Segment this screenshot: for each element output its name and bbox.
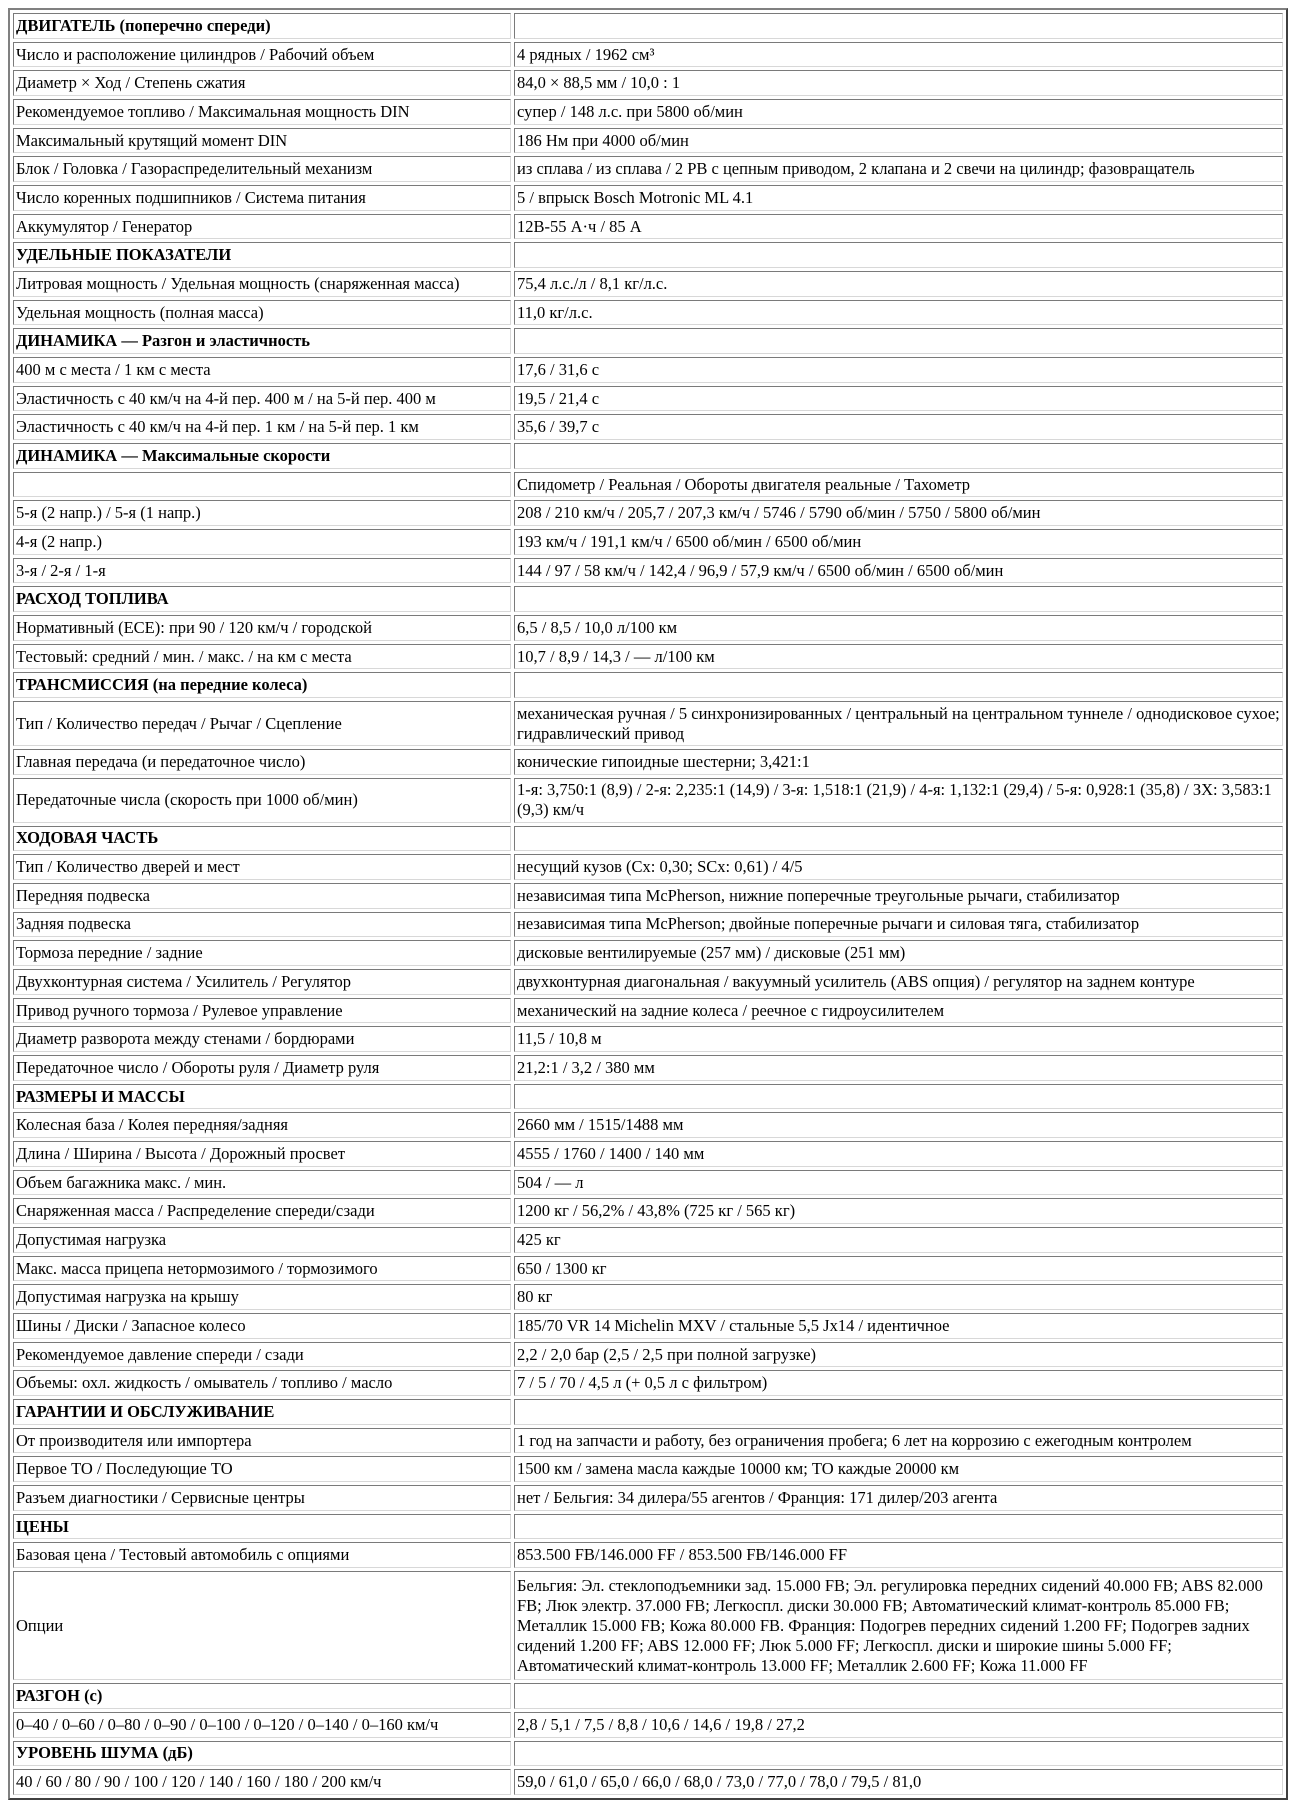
section-empty-cell: [514, 1514, 1283, 1540]
table-row: [13, 1313, 1283, 1339]
table-row: [13, 778, 1283, 823]
spec-value: 19,5 / 21,4 с: [514, 386, 1283, 412]
spec-label: Блок / Головка / Газораспределительный механизм: [13, 156, 511, 182]
spec-label: Задняя подвеска: [13, 912, 511, 938]
spec-label: Максимальный крутящий момент DIN: [13, 128, 511, 154]
spec-label: Допустимая нагрузка на крышу: [13, 1284, 511, 1310]
table-row: [13, 128, 1283, 154]
table-row: [13, 1769, 1283, 1795]
section-header-row: [13, 672, 1283, 698]
spec-label: 400 м с места / 1 км с места: [13, 357, 511, 383]
spec-label: От производителя или импортера: [13, 1428, 511, 1454]
section-title: УДЕЛЬНЫЕ ПОКАЗАТЕЛИ: [13, 242, 511, 268]
section-empty-cell: [514, 13, 1283, 39]
section-title: ЦЕНЫ: [13, 1514, 511, 1540]
section-title: ДВИГАТЕЛЬ (поперечно спереди): [13, 13, 511, 39]
spec-label: [13, 472, 511, 498]
spec-label: Рекомендуемое давление спереди / сзади: [13, 1342, 511, 1368]
spec-value: 11,0 кг/л.с.: [514, 300, 1283, 326]
spec-label: Тормоза передние / задние: [13, 940, 511, 966]
table-row: [13, 1227, 1283, 1253]
spec-label: Нормативный (ECE): при 90 / 120 км/ч / городской: [13, 615, 511, 641]
spec-value: 186 Нм при 4000 об/мин: [514, 128, 1283, 154]
spec-label: Диаметр × Ход / Степень сжатия: [13, 70, 511, 96]
table-row: [13, 357, 1283, 383]
section-empty-cell: [514, 242, 1283, 268]
table-row: [13, 1428, 1283, 1454]
section-title: ГАРАНТИИ И ОБСЛУЖИВАНИЕ: [13, 1399, 511, 1425]
table-row: [13, 1712, 1283, 1738]
spec-value: 4555 / 1760 / 1400 / 140 мм: [514, 1141, 1283, 1167]
table-row: [13, 1342, 1283, 1368]
spec-label: Тип / Количество передач / Рычаг / Сцепление: [13, 701, 511, 746]
table-row: [13, 414, 1283, 440]
spec-label: 5-я (2 напр.) / 5-я (1 напр.): [13, 500, 511, 526]
spec-label: Главная передача (и передаточное число): [13, 749, 511, 775]
table-row: [13, 156, 1283, 182]
table-row: [13, 1456, 1283, 1482]
section-title: ХОДОВАЯ ЧАСТЬ: [13, 826, 511, 852]
table-row: [13, 500, 1283, 526]
section-title: ДИНАМИКА — Максимальные скорости: [13, 443, 511, 469]
spec-label: Двухконтурная система / Усилитель / Регулятор: [13, 969, 511, 995]
table-row: [13, 1542, 1283, 1568]
table-row: [13, 214, 1283, 240]
spec-value: 2660 мм / 1515/1488 мм: [514, 1112, 1283, 1138]
spec-value: независимая типа McPherson; двойные поперечные рычаги и силовая тяга, стабилизатор: [514, 912, 1283, 938]
spec-value: 6,5 / 8,5 / 10,0 л/100 км: [514, 615, 1283, 641]
spec-value: 10,7 / 8,9 / 14,3 / — л/100 км: [514, 644, 1283, 670]
spec-label: Удельная мощность (полная масса): [13, 300, 511, 326]
table-row: [13, 883, 1283, 909]
spec-value: 208 / 210 км/ч / 205,7 / 207,3 км/ч / 5746 / 5790 об/мин / 5750 / 5800 об/мин: [514, 500, 1283, 526]
spec-value: конические гипоидные шестерни; 3,421:1: [514, 749, 1283, 775]
spec-value: из сплава / из сплава / 2 РВ с цепным приводом, 2 клапана и 2 свечи на цилиндр; фазовращатель: [514, 156, 1283, 182]
table-row: [13, 940, 1283, 966]
spec-value: 1-я: 3,750:1 (8,9) / 2-я: 2,235:1 (14,9) / 3-я: 1,518:1 (21,9) / 4-я: 1,132:1 (29,4) / 5-я: 0,928:1 (35,8) / ЗХ: 3,583:1 (9,3) км/ч: [514, 778, 1283, 823]
section-empty-cell: [514, 1084, 1283, 1110]
spec-value: 5 / впрыск Bosch Motronic ML 4.1: [514, 185, 1283, 211]
spec-value: независимая типа McPherson, нижние поперечные треугольные рычаги, стабилизатор: [514, 883, 1283, 909]
section-empty-cell: [514, 826, 1283, 852]
spec-value: механический на задние колеса / реечное с гидроусилителем: [514, 998, 1283, 1024]
spec-value: 185/70 VR 14 Michelin MXV / стальные 5,5 Jx14 / идентичное: [514, 1313, 1283, 1339]
spec-value: 2,2 / 2,0 бар (2,5 / 2,5 при полной загрузке): [514, 1342, 1283, 1368]
spec-label: Передаточное число / Обороты руля / Диаметр руля: [13, 1055, 511, 1081]
spec-value: механическая ручная / 5 синхронизированных / центральный на центральном туннеле / однодисковое сухое; гидравлический привод: [514, 701, 1283, 746]
table-row: [13, 644, 1283, 670]
spec-value: 425 кг: [514, 1227, 1283, 1253]
table-row: [13, 615, 1283, 641]
spec-value: 75,4 л.с./л / 8,1 кг/л.с.: [514, 271, 1283, 297]
spec-value: несущий кузов (Cx: 0,30; SCx: 0,61) / 4/5: [514, 854, 1283, 880]
spec-label: 4-я (2 напр.): [13, 529, 511, 555]
spec-label: Опции: [13, 1571, 511, 1680]
spec-value: 144 / 97 / 58 км/ч / 142,4 / 96,9 / 57,9 км/ч / 6500 об/мин / 6500 об/мин: [514, 558, 1283, 584]
spec-label: Литровая мощность / Удельная мощность (снаряженная масса): [13, 271, 511, 297]
spec-value: 59,0 / 61,0 / 65,0 / 66,0 / 68,0 / 73,0 / 77,0 / 78,0 / 79,5 / 81,0: [514, 1769, 1283, 1795]
table-row: [13, 912, 1283, 938]
table-row: [13, 558, 1283, 584]
spec-label: 0–40 / 0–60 / 0–80 / 0–90 / 0–100 / 0–120 / 0–140 / 0–160 км/ч: [13, 1712, 511, 1738]
section-title: РАЗМЕРЫ И МАССЫ: [13, 1084, 511, 1110]
table-row: [13, 1170, 1283, 1196]
table-row: [13, 1571, 1283, 1680]
spec-label: Аккумулятор / Генератор: [13, 214, 511, 240]
spec-label: 40 / 60 / 80 / 90 / 100 / 120 / 140 / 160 / 180 / 200 км/ч: [13, 1769, 511, 1795]
spec-label: Число и расположение цилиндров / Рабочий объем: [13, 42, 511, 68]
section-header-row: [13, 586, 1283, 612]
spec-label: Допустимая нагрузка: [13, 1227, 511, 1253]
spec-label: Привод ручного тормоза / Рулевое управление: [13, 998, 511, 1024]
spec-value: 84,0 × 88,5 мм / 10,0 : 1: [514, 70, 1283, 96]
section-empty-cell: [514, 672, 1283, 698]
spec-label: Объемы: охл. жидкость / омыватель / топливо / масло: [13, 1370, 511, 1396]
section-header-row: [13, 443, 1283, 469]
spec-value: дисковые вентилируемые (257 мм) / дисковые (251 мм): [514, 940, 1283, 966]
spec-value: 1200 кг / 56,2% / 43,8% (725 кг / 565 кг): [514, 1198, 1283, 1224]
section-header-row: [13, 1683, 1283, 1709]
table-row: [13, 300, 1283, 326]
spec-value: 650 / 1300 кг: [514, 1256, 1283, 1282]
spec-table: [8, 8, 1288, 1800]
spec-value: 1 год на запчасти и работу, без ограничения пробега; 6 лет на коррозию с ежегодным контролем: [514, 1428, 1283, 1454]
spec-value: Спидометр / Реальная / Обороты двигателя реальные / Тахометр: [514, 472, 1283, 498]
table-row: [13, 854, 1283, 880]
section-header-row: [13, 242, 1283, 268]
spec-label: Тип / Количество дверей и мест: [13, 854, 511, 880]
spec-value: 35,6 / 39,7 с: [514, 414, 1283, 440]
spec-value: нет / Бельгия: 34 дилера/55 агентов / Франция: 171 дилер/203 агента: [514, 1485, 1283, 1511]
spec-label: Передняя подвеска: [13, 883, 511, 909]
spec-value: 853.500 FB/146.000 FF / 853.500 FB/146.000 FF: [514, 1542, 1283, 1568]
section-empty-cell: [514, 586, 1283, 612]
spec-label: Рекомендуемое топливо / Максимальная мощность DIN: [13, 99, 511, 125]
table-row: [13, 271, 1283, 297]
spec-label: Диаметр разворота между стенами / бордюрами: [13, 1026, 511, 1052]
spec-value: 504 / — л: [514, 1170, 1283, 1196]
table-row: [13, 1112, 1283, 1138]
table-row: [13, 701, 1283, 746]
section-empty-cell: [514, 1741, 1283, 1767]
spec-value: 7 / 5 / 70 / 4,5 л (+ 0,5 л с фильтром): [514, 1370, 1283, 1396]
section-header-row: [13, 328, 1283, 354]
table-row: [13, 42, 1283, 68]
section-title: РАСХОД ТОПЛИВА: [13, 586, 511, 612]
table-row: [13, 472, 1283, 498]
table-row: [13, 70, 1283, 96]
section-empty-cell: [514, 1399, 1283, 1425]
section-header-row: [13, 826, 1283, 852]
table-row: [13, 969, 1283, 995]
table-row: [13, 386, 1283, 412]
spec-label: Передаточные числа (скорость при 1000 об/мин): [13, 778, 511, 823]
spec-label: Разъем диагностики / Сервисные центры: [13, 1485, 511, 1511]
section-header-row: [13, 1399, 1283, 1425]
table-row: [13, 529, 1283, 555]
spec-value: 1500 км / замена масла каждые 10000 км; ТО каждые 20000 км: [514, 1456, 1283, 1482]
section-empty-cell: [514, 328, 1283, 354]
spec-label: 3-я / 2-я / 1-я: [13, 558, 511, 584]
spec-label: Тестовый: средний / мин. / макс. / на км с места: [13, 644, 511, 670]
spec-label: Шины / Диски / Запасное колесо: [13, 1313, 511, 1339]
table-row: [13, 1141, 1283, 1167]
spec-label: Объем багажника макс. / мин.: [13, 1170, 511, 1196]
spec-label: Колесная база / Колея передняя/задняя: [13, 1112, 511, 1138]
spec-value: 21,2:1 / 3,2 / 380 мм: [514, 1055, 1283, 1081]
spec-value: 193 км/ч / 191,1 км/ч / 6500 об/мин / 6500 об/мин: [514, 529, 1283, 555]
section-empty-cell: [514, 1683, 1283, 1709]
section-title: ТРАНСМИССИЯ (на передние колеса): [13, 672, 511, 698]
spec-sheet: [8, 8, 1288, 1800]
spec-label: Число коренных подшипников / Система питания: [13, 185, 511, 211]
section-title: РАЗГОН (с): [13, 1683, 511, 1709]
spec-label: Эластичность с 40 км/ч на 4-й пер. 1 км / на 5-й пер. 1 км: [13, 414, 511, 440]
spec-label: Снаряженная масса / Распределение спереди/сзади: [13, 1198, 511, 1224]
table-row: [13, 1256, 1283, 1282]
spec-value: 12В-55 А·ч / 85 А: [514, 214, 1283, 240]
spec-value: 2,8 / 5,1 / 7,5 / 8,8 / 10,6 / 14,6 / 19,8 / 27,2: [514, 1712, 1283, 1738]
table-row: [13, 998, 1283, 1024]
spec-label: Первое ТО / Последующие ТО: [13, 1456, 511, 1482]
table-row: [13, 1485, 1283, 1511]
section-title: УРОВЕНЬ ШУМА (дБ): [13, 1741, 511, 1767]
section-header-row: [13, 1741, 1283, 1767]
table-row: [13, 1198, 1283, 1224]
spec-value: двухконтурная диагональная / вакуумный усилитель (ABS опция) / регулятор на заднем контуре: [514, 969, 1283, 995]
table-row: [13, 749, 1283, 775]
section-header-row: [13, 13, 1283, 39]
spec-label: Длина / Ширина / Высота / Дорожный просвет: [13, 1141, 511, 1167]
spec-label: Эластичность с 40 км/ч на 4-й пер. 400 м / на 5-й пер. 400 м: [13, 386, 511, 412]
spec-label: Базовая цена / Тестовый автомобиль с опциями: [13, 1542, 511, 1568]
spec-value: 80 кг: [514, 1284, 1283, 1310]
table-row: [13, 99, 1283, 125]
section-header-row: [13, 1514, 1283, 1540]
spec-value: супер / 148 л.с. при 5800 об/мин: [514, 99, 1283, 125]
spec-value: 4 рядных / 1962 см³: [514, 42, 1283, 68]
section-empty-cell: [514, 443, 1283, 469]
spec-value: 17,6 / 31,6 с: [514, 357, 1283, 383]
section-title: ДИНАМИКА — Разгон и эластичность: [13, 328, 511, 354]
spec-value: 11,5 / 10,8 м: [514, 1026, 1283, 1052]
section-header-row: [13, 1084, 1283, 1110]
table-row: [13, 1026, 1283, 1052]
table-row: [13, 185, 1283, 211]
spec-value: Бельгия: Эл. стеклоподъемники зад. 15.000 FB; Эл. регулировка передних сидений 40.000 FB; ABS 82.000 FB; Люк электр. 37.000 FB; Легкоспл. диски 30.000 FB; Автоматический климат-контроль 85.000 FB; Металлик 15.000 FB; Кожа 80.000 FB. Франция: Подогрев передних сидений 1.200 FF; Подогрев задних сидений 1.200 FF; ABS 12.000 FF; Люк 5.000 FF; Легкоспл. диски и широкие шины 5.000 FF; Автоматический климат-контроль 13.000 FF; Металлик 2.600 FF; Кожа 11.000 FF: [514, 1571, 1283, 1680]
table-row: [13, 1370, 1283, 1396]
spec-table-body: [13, 13, 1283, 1795]
table-row: [13, 1284, 1283, 1310]
spec-label: Макс. масса прицепа нетормозимого / тормозимого: [13, 1256, 511, 1282]
table-row: [13, 1055, 1283, 1081]
